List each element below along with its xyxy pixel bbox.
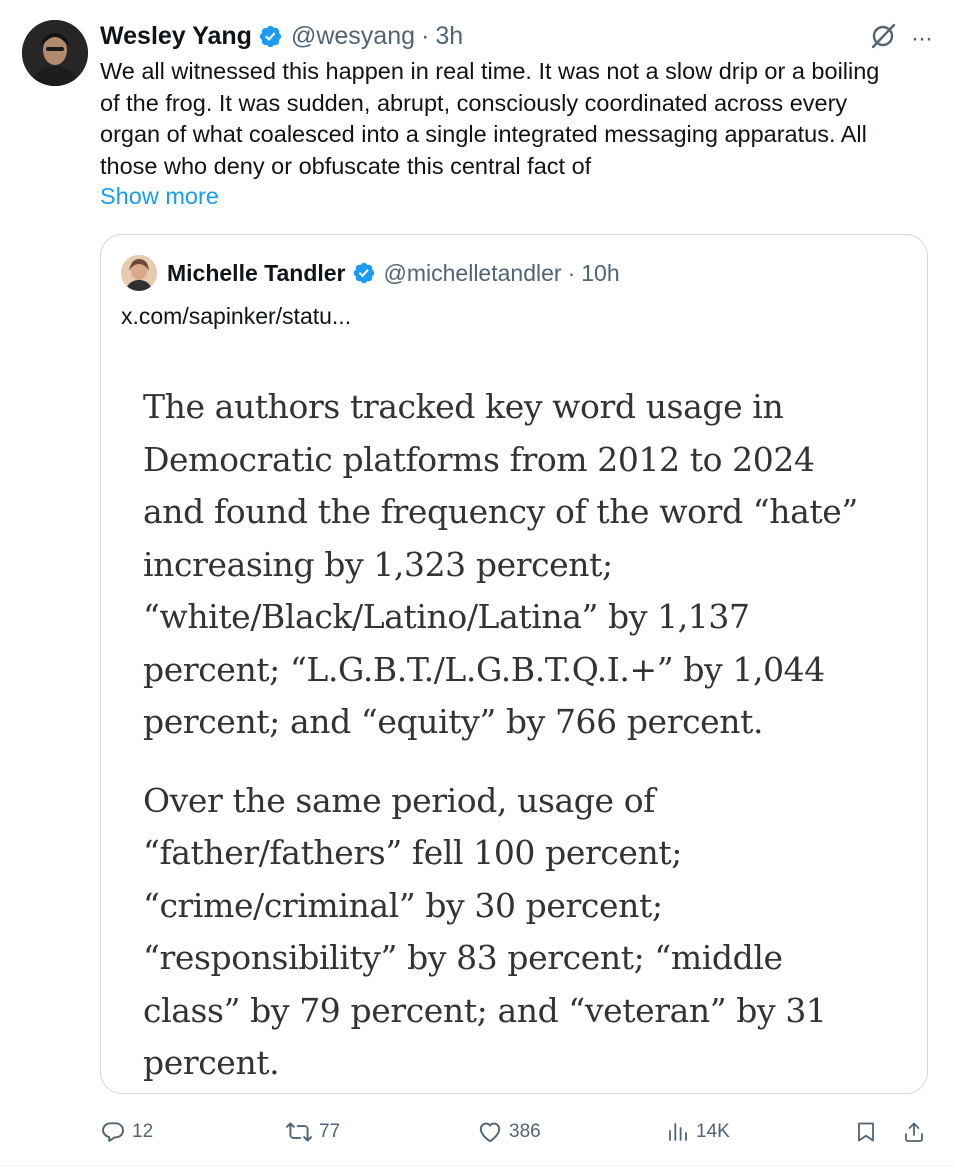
show-more-link[interactable]: Show more bbox=[100, 183, 219, 209]
tweet-text bbox=[100, 56, 930, 182]
share-icon bbox=[902, 1119, 926, 1145]
quoted-author-name[interactable]: Michelle Tandler bbox=[167, 259, 346, 286]
views-icon bbox=[666, 1119, 690, 1145]
tweet-top-actions bbox=[869, 22, 932, 55]
tweet-header bbox=[100, 20, 463, 52]
grok-icon[interactable] bbox=[869, 22, 897, 55]
separator-dot: · bbox=[421, 21, 430, 50]
bookmark-button[interactable] bbox=[854, 1114, 878, 1150]
timestamp[interactable]: 3h bbox=[435, 21, 464, 50]
article-excerpt bbox=[143, 381, 913, 1090]
tweet-text-line: those who deny or obfuscate this central fact of bbox=[100, 152, 592, 179]
author-name[interactable]: Wesley Yang bbox=[100, 21, 252, 50]
like-button[interactable] bbox=[477, 1114, 541, 1150]
verified-badge-icon bbox=[258, 24, 283, 49]
reply-button[interactable] bbox=[100, 1114, 153, 1150]
quoted-link[interactable]: x.com/sapinker/statu... bbox=[121, 303, 352, 329]
tweet-text-line: of the frog. It was sudden, abrupt, consciously coordinated across every bbox=[100, 89, 848, 116]
like-count: 386 bbox=[509, 1121, 541, 1142]
like-icon bbox=[477, 1119, 503, 1145]
quoted-timestamp[interactable]: 10h bbox=[581, 259, 620, 286]
views-button[interactable] bbox=[666, 1114, 730, 1150]
tweet-text-line: We all witnessed this happen in real time. It was not a slow drip or a boiling bbox=[100, 58, 880, 84]
author-handle[interactable]: @wesyang bbox=[290, 21, 416, 50]
action-bar bbox=[100, 1114, 930, 1150]
quoted-image[interactable] bbox=[101, 345, 927, 1093]
separator-dot: · bbox=[567, 259, 576, 286]
repost-icon bbox=[285, 1119, 313, 1145]
article-paragraph: Over the same period, usage of “father/fathers” fell 100 percent; “crime/criminal” by 30 percent; “responsibility” by 83 percent; “middle class” by 79 percent; and “veteran” by 31 percent. bbox=[143, 780, 827, 1082]
bookmark-icon bbox=[854, 1119, 878, 1145]
more-icon[interactable]: ··· bbox=[911, 24, 932, 52]
divider bbox=[0, 1165, 954, 1166]
repost-count: 77 bbox=[319, 1121, 341, 1142]
verified-badge-icon bbox=[352, 261, 376, 285]
quoted-tweet[interactable] bbox=[100, 234, 928, 1094]
author-avatar[interactable] bbox=[22, 20, 88, 86]
quoted-author-avatar[interactable] bbox=[121, 255, 157, 291]
quoted-tweet-header bbox=[121, 255, 620, 291]
article-paragraph: The authors tracked key word usage in Democratic platforms from 2012 to 2024 and found the frequency of the word “hate” increasing by 1,323 percent; “white/Black/Latino/Latina” by 1,137 percent; “L.G.B.T./L.G.B.T.Q.I.+” by 1,044 percent; and “equity” by 766 percent. bbox=[143, 387, 858, 741]
reply-count: 12 bbox=[132, 1121, 154, 1142]
reply-icon bbox=[100, 1119, 126, 1145]
tweet-text-line: organ of what coalesced into a single integrated messaging apparatus. All bbox=[100, 121, 867, 147]
views-count: 14K bbox=[696, 1121, 730, 1142]
share-button[interactable] bbox=[902, 1114, 926, 1150]
quoted-author-handle[interactable]: @michelletandler bbox=[383, 259, 562, 286]
repost-button[interactable] bbox=[285, 1114, 340, 1150]
